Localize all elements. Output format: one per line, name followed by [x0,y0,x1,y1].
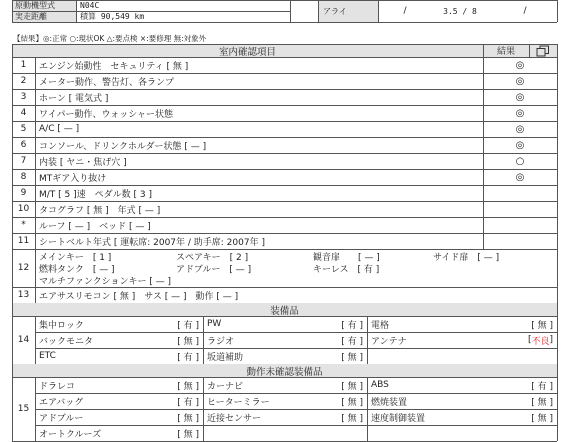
check-item-label: ワイパー動作、ウォッシャー状態 [39,109,174,120]
row-number: 6 [20,140,27,150]
check-result: ◎ [515,171,525,183]
rule [12,364,13,441]
mileage-value: 積算 90,549 km [80,12,145,21]
equipment-label: 速度制御装置 [371,413,426,424]
equipment-value: [ 無 ] [531,320,553,331]
equipment-value: [ 有 ] [177,397,199,408]
equipment-label: PW [207,319,222,329]
check-result: ◎ [515,139,525,151]
key-item: アドブルー [ — ] [176,264,252,275]
equipment-value: [ 無 ] [341,352,363,363]
key-item: キーレス [ 有 ] [313,264,380,275]
equipment-label: ドラレコ [39,381,76,392]
row-number: 4 [20,108,27,118]
equipment-label: エアバッグ [39,397,84,408]
check-item-label: 内装 [ ヤニ・焦げ穴 ] [39,157,127,168]
row-number: 14 [17,335,30,345]
row-number: 13 [17,290,30,300]
equipment-label: オートクルーズ [39,429,102,440]
equipment-value: [ 無 ] [177,336,199,347]
equipment-label: ヒーターミラー [207,397,270,408]
check-item-label: M/T [ 5 ]速 ペダル数 [ 3 ] [39,189,152,200]
rule [367,377,368,441]
key-item: 観音扉 [ — ] [313,252,380,263]
rule [35,377,36,441]
section-title: 動作未確認装備品 [246,366,323,378]
equipment-label: アンテナ [371,336,407,347]
equipment-label: 近接センサー [207,413,262,424]
check-item-label: A/C [ — ] [39,124,80,134]
check-result: ◎ [515,123,525,135]
key-item: 燃料タンク [ — ] [39,264,115,275]
equipment-label: 坂道補助 [207,352,244,363]
mileage-label: 実走距離 [15,12,47,21]
equipment-value: [ 無 ] [531,397,553,408]
rule [12,303,13,364]
defect-value: 不良 [531,336,550,347]
equipment-label [371,425,501,441]
alignment-label: アライ [323,6,347,16]
bracket: [ [527,335,532,345]
rule [529,44,530,57]
check-item-label: シートベルト年式 [ 運転席: 2007年 / 助手席: 2007年 ] [39,237,265,248]
check-item-label: ホーン [ 電気式 ] [39,93,109,104]
engine-model-label: 原動機型式 [15,1,55,10]
rule [35,316,36,364]
equipment-value: [ 有 ] [177,320,199,331]
rule [557,303,558,364]
equipment-value: [ 有 ] [341,320,363,331]
section-title: 装備品 [270,305,299,317]
key-item: スペアキー [ 2 ] [176,252,249,263]
equipment-value: [ 無 ] [341,413,363,424]
row-number: 9 [20,188,27,198]
check-result: ○ [515,155,525,167]
check-item-label: メーター動作、警告灯、各ランプ [39,77,175,88]
equipment-value: [ 無 ] [177,381,199,392]
result-legend: 【結果】◎:正常 ○:現状OK △:要点検 ×:要修理 無:対象外 [13,33,207,43]
equipment-label: 電格 [371,320,390,331]
equipment-value: [ 有 ] [341,336,363,347]
engine-model-value: N04C [80,1,100,10]
row-number: 10 [17,204,30,214]
rule [557,44,558,303]
equipment-label: 燃焼装置 [371,397,408,408]
equipment-label: 集中ロック [39,320,84,331]
equipment-label: カーナビ [207,381,244,392]
equipment-label: ABS [371,380,389,390]
rule [483,44,484,249]
check-item-label: コンソール、ドリンクホルダー状態 [ — ] [39,141,207,152]
key-item: サイド扉 [ — ] [433,252,500,263]
row-number: 7 [20,156,27,166]
rule [367,316,368,364]
result-header: 結果 [496,47,515,57]
equipment-value: [ 無 ] [341,397,363,408]
row-number: 3 [20,92,27,102]
check-result: ◎ [515,59,525,71]
equipment-value: [ 有 ] [177,352,199,363]
check-item-label: エアサスリモコン [ 無 ] サス [ — ] 動作 [ — ] [39,291,239,302]
equipment-label [207,425,311,441]
row-number: 8 [20,172,27,182]
equipment-value: [ 無 ] [341,381,363,392]
check-result: ◎ [515,75,525,87]
check-result: ◎ [515,107,525,119]
check-item-label: ルーフ [ — ] ベッド [ — ] [39,221,151,232]
row-number: 2 [20,76,27,86]
copy-icon[interactable] [529,44,557,57]
row-number: 12 [17,263,30,273]
check-item-label: タコグラフ [ 無 ] 年式 [ — ] [39,205,161,216]
check-result [483,185,557,201]
row-number: 5 [20,124,27,134]
alignment-slash-1: / [403,6,407,16]
row-number: 1 [20,60,27,70]
bracket: ] [549,335,553,345]
equipment-label: バックモニタ [39,336,94,347]
equipment-label: アドブルー [39,413,84,424]
equipment-value: [ 無 ] [177,413,199,424]
check-result [483,201,557,217]
equipment-value: [ 無 ] [531,413,553,424]
rule [203,316,204,364]
equipment-label: ETC [39,351,56,361]
equipment-value: [ 有 ] [531,381,553,392]
equipment-value [495,425,553,441]
alignment-value: 3.5 / 8 [443,6,477,16]
equipment-value [305,425,363,441]
row-number: 15 [17,404,30,414]
row-number: 11 [17,236,30,246]
check-result [483,233,557,249]
equipment-value [495,332,553,348]
check-result [483,217,557,233]
equipment-value: [ 無 ] [177,429,199,440]
rule [35,57,36,303]
rule [12,44,557,45]
check-result: ◎ [515,91,525,103]
interior-title: 室内確認項目 [218,46,276,58]
key-item: マルチファンクションキー [ — ] [39,276,172,287]
check-item-label: MTギア入り抜け [39,173,107,184]
alignment-slash-2: / [523,6,527,16]
rule [557,364,558,441]
equipment-label: ラジオ [207,336,235,347]
check-item-label: エンジン始動性 セキュリティ [ 無 ] [39,61,189,72]
row-number: * [21,220,26,230]
equipment-label [371,348,501,364]
key-item: メインキー [ 1 ] [39,252,112,263]
rule [12,44,13,303]
equipment-value [495,348,553,364]
rule [203,377,204,441]
